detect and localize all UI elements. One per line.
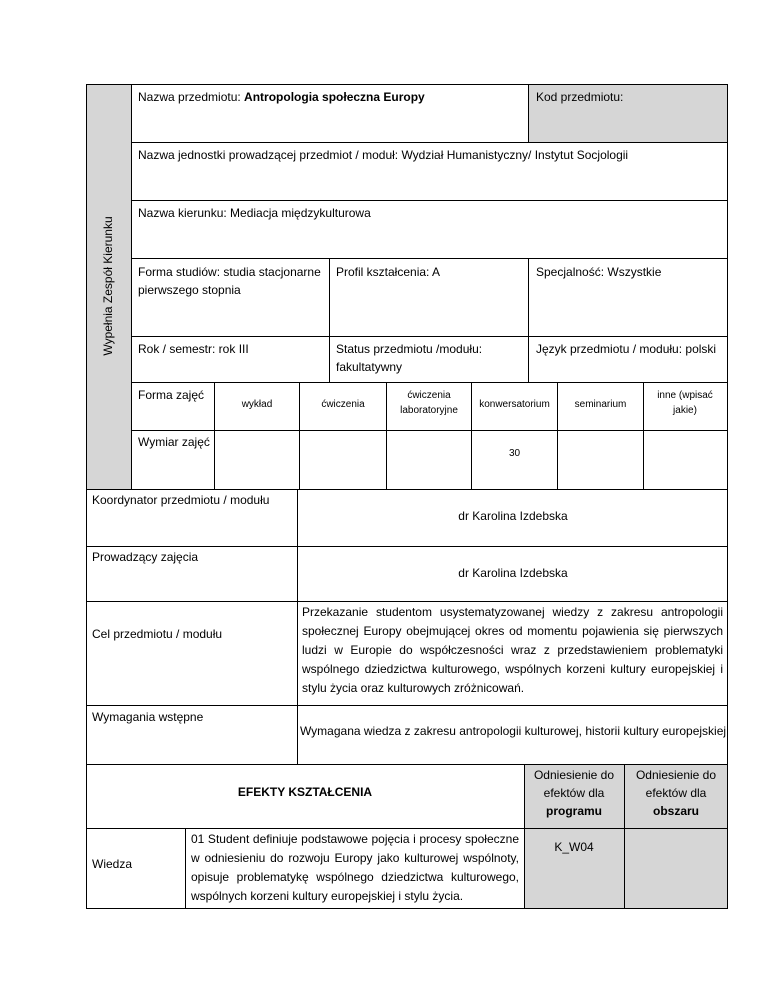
goal-value: Przekazanie studentom usystematyzowanej wiedzy z zakresu antropologii społecznej Europy obejmującej okres od momentu pojawienia się pierwszych ludzi w Europie do współczesności wraz z przedstawieniem problematyki wspólnego dziedzictwa kulturowego, wspólnych korzeni kultury europejskiej i stylu życia oraz kulturowych zróżnicowań. — [302, 605, 723, 695]
knowledge-text: 01 Student definiuje podstawowe pojęcia i procesy społeczne w odniesieniu do rozwoju Europy jako kulturowej wspólnoty, opisuje problematykę wspólnego dziedzictwa kulturowego, wspólnych korzeni kultury europejskiej i stylu życia. — [191, 832, 519, 903]
ref-area-line1: Odniesienie do — [635, 768, 717, 782]
knowledge-program-ref: K_W04 — [554, 840, 594, 854]
subject-name-value: Antropologia społeczna Europy — [244, 90, 425, 104]
goal-label: Cel przedmiotu / modułu — [92, 627, 223, 641]
requirements-label: Wymagania wstępne — [92, 710, 204, 724]
class-type-seminar: seminarium — [574, 399, 627, 410]
effects-title: EFEKTY KSZTAŁCENIA — [237, 785, 373, 799]
profile: Profil kształcenia: A — [336, 265, 441, 279]
ref-area-header — [624, 766, 728, 820]
requirements-value: Wymagana wiedza z zakresu antropologii kulturowej, historii kultury europejskiej — [299, 724, 727, 738]
subject-name — [138, 88, 425, 106]
language: Język przedmiotu / modułu: polski — [536, 342, 717, 356]
hours-label: Wymiar zajęć — [138, 435, 210, 449]
teacher-value: dr Karolina Izdebska — [458, 566, 568, 580]
ref-program-bold: programu — [545, 804, 602, 818]
class-type-lab: ćwiczenia laboratoryjne — [400, 390, 458, 416]
coordinator-label: Koordynator przedmiotu / modułu — [92, 493, 270, 507]
class-type-conversatorium: konwersatorium — [479, 399, 550, 410]
ref-area-bold: obszaru — [652, 804, 699, 818]
status: Status przedmiotu /modułu: fakultatywny — [336, 342, 483, 374]
form-label: Forma zajęć — [138, 388, 205, 402]
unit-label: Nazwa jednostki prowadzącej przedmiot / moduł: Wydział Humanistyczny/ Instytut Socjologii — [138, 148, 629, 162]
class-type-exercises: ćwiczenia — [321, 399, 365, 410]
ref-program-line1: Odniesienie do — [533, 768, 615, 782]
ref-program-header — [524, 766, 624, 820]
subject-code-label: Kod przedmiotu: — [536, 90, 624, 104]
specialty: Specjalność: Wszystkie — [536, 265, 662, 279]
coordinator-value: dr Karolina Izdebska — [458, 509, 568, 523]
sidebar-label: Wypełnia Zespół Kierunku — [101, 216, 115, 356]
field-label: Nazwa kierunku: Mediacja międzykulturowa — [138, 206, 371, 220]
year-semester: Rok / semestr: rok III — [138, 342, 249, 356]
knowledge-label: Wiedza — [92, 857, 133, 871]
hours-conversatorium: 30 — [508, 448, 521, 459]
ref-area-line2: efektów dla — [645, 786, 707, 800]
ref-program-line2: efektów dla — [543, 786, 605, 800]
teacher-label: Prowadzący zajęcia — [92, 550, 199, 564]
study-form: Forma studiów: studia stacjonarne pierwszego stopnia — [138, 265, 321, 297]
class-type-lecture: wykład — [241, 399, 273, 410]
class-type-other: inne (wpisać jakie) — [657, 390, 713, 416]
subject-name-label: Nazwa przedmiotu: — [138, 90, 245, 104]
